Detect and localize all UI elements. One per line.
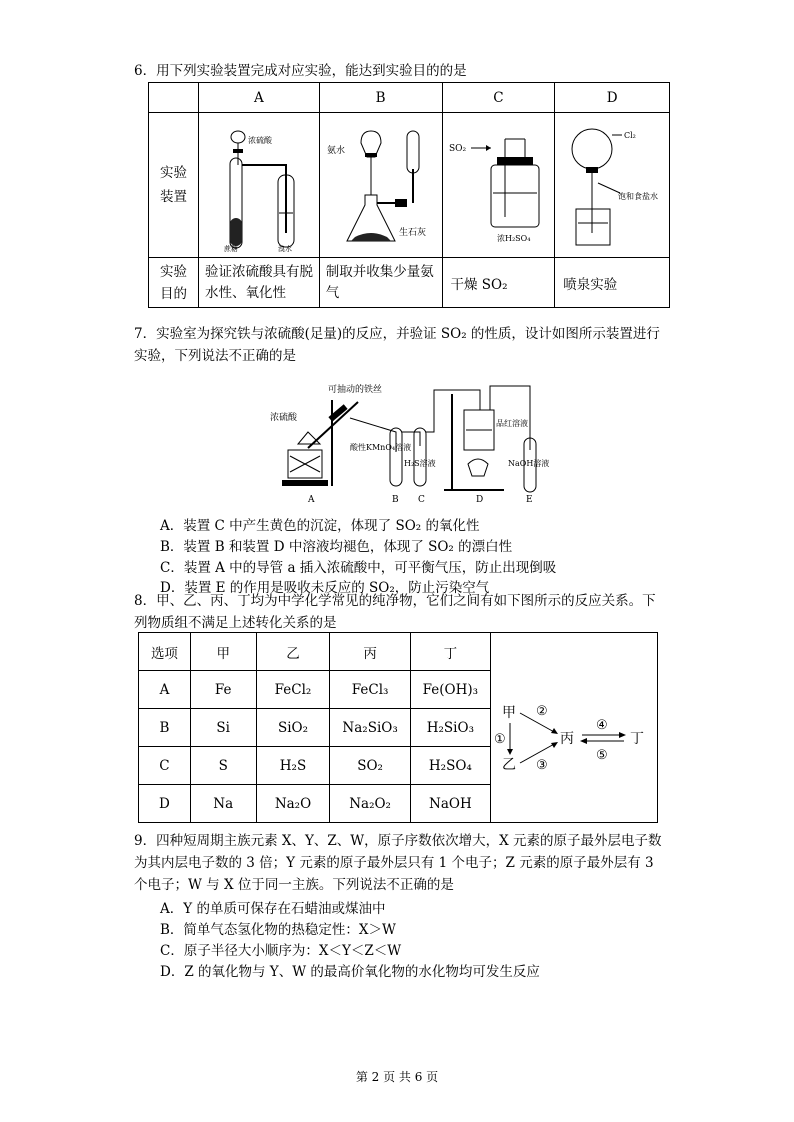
q6-header-d: D <box>555 83 670 113</box>
q8-table <box>138 632 658 823</box>
q7-option-c: C．装置 A 中的导管 a 插入浓硫酸中，可平衡气压，防止出现倒吸 <box>160 560 557 576</box>
fig-a-label-left: 蔗糖 <box>223 245 238 253</box>
q7-label-c: H₂S溶液 <box>404 459 436 468</box>
page-footer: 第 2 页 共 6 页 <box>355 1070 439 1084</box>
q6-fig-b-cell <box>319 113 442 258</box>
fig-a-label-top: 浓硫酸 <box>247 136 272 145</box>
fig-a-label-right: 溴水 <box>277 245 292 253</box>
q7-label-b: 酸性KMnO₄溶液 <box>350 443 412 452</box>
q7-option-a: A．装置 C 中产生黄色的沉淀，体现了 SO₂ 的氧化性 <box>160 518 480 534</box>
q8-row-a-opt: A <box>139 671 191 709</box>
fig-c-apparatus <box>443 113 553 253</box>
q7-letter-d: D <box>476 495 484 505</box>
q6-row1-label: 实验装置 <box>149 113 199 258</box>
q6-purpose-a: 验证浓硫酸具有脱水性、氧化性 <box>199 258 320 308</box>
q7-option-b: B．装置 B 和装置 D 中溶液均褪色，体现了 SO₂ 的漂白性 <box>160 539 513 555</box>
q8-row-a-jia: Fe <box>190 671 256 709</box>
fig-d-apparatus <box>556 113 668 253</box>
q7-label-e: NaOH溶液 <box>508 459 550 468</box>
fig-b-label-bottom: 生石灰 <box>398 228 426 238</box>
fig-d-label-right: 饱和食盐水 <box>618 192 659 201</box>
q8-diagram-n3: ③ <box>536 757 548 773</box>
q7-letter-c: C <box>418 495 425 505</box>
q8-row-b-ding: H₂SiO₃ <box>410 709 490 747</box>
q6-corner <box>149 83 199 113</box>
q8-diagram-n2: ② <box>536 703 548 719</box>
q8-diagram-ding: 丁 <box>630 730 644 747</box>
q8-row-c-yi: H₂S <box>256 747 330 785</box>
q8-row-b-jia: Si <box>190 709 256 747</box>
q6-purpose-c: 干燥 SO₂ <box>442 258 555 308</box>
q7-stem: 7．实验室为探究铁与浓硫酸(足量)的反应，并验证 SO₂ 的性质，设计如图所示装置进行实验，下列说法不正确的是 <box>134 326 660 364</box>
q6-purpose-b: 制取并收集少量氨气 <box>319 258 442 308</box>
q8-header-option: 选项 <box>139 633 191 671</box>
q8-row-b-opt: B <box>139 709 191 747</box>
q8-diagram-jia: 甲 <box>502 704 516 721</box>
q8-row-c-jia: S <box>190 747 256 785</box>
q7-letter-e: E <box>526 495 533 505</box>
q6-header-a: A <box>199 83 320 113</box>
q9-stem: 9．四种短周期主族元素 X、Y、Z、W，原子序数依次增大，X 元素的原子最外层电子数为其内层电子数的 3 倍；Y 元素的原子最外层只有 1 个电子；Z 元素的原子最外层有 3 个电子；W 与 X 位于同一主族。下列说法不正确的是 <box>134 833 662 893</box>
q8-row-b-bing: Na₂SiO₃ <box>330 709 410 747</box>
q8-row-d-jia: Na <box>190 785 256 823</box>
q6-fig-d-cell <box>555 113 670 258</box>
q8-diagram-yi: 乙 <box>502 756 516 773</box>
fig-c-label-left: SO₂ <box>449 144 467 154</box>
q7-letter-b: B <box>392 495 399 505</box>
q8-row-a-yi: FeCl₂ <box>256 671 330 709</box>
q9-option-c: C．原子半径大小顺序为：X＜Y＜Z＜W <box>160 943 402 959</box>
q9-option-a: A．Y 的单质可保存在石蜡油或煤油中 <box>160 901 386 917</box>
fig-b-label-left: 氨水 <box>326 146 345 156</box>
q8-row-d-bing: Na₂O₂ <box>330 785 410 823</box>
q8-reaction-diagram <box>492 641 656 811</box>
q7-apparatus <box>268 380 558 506</box>
q8-header-bing: 丙 <box>330 633 410 671</box>
q7-label-d: 品红溶液 <box>496 419 528 428</box>
q6-fig-c-cell <box>442 113 555 258</box>
q8-header-yi: 乙 <box>256 633 330 671</box>
q9-option-b: B．简单气态氢化物的热稳定性：X＞W <box>160 922 396 938</box>
q8-row-b-yi: SiO₂ <box>256 709 330 747</box>
q6-header-c: C <box>442 83 555 113</box>
q8-diagram-cell <box>491 633 658 823</box>
fig-c-label-bottom: 浓H₂SO₄ <box>497 234 531 243</box>
q8-row-d-ding: NaOH <box>410 785 490 823</box>
q8-diagram-n5: ⑤ <box>596 747 608 763</box>
q8-row-a-bing: FeCl₃ <box>330 671 410 709</box>
q6-fig-a-cell <box>199 113 320 258</box>
q8-header-jia: 甲 <box>190 633 256 671</box>
q6-table <box>148 82 670 308</box>
q6-row2-label: 实验目的 <box>149 258 199 308</box>
q7-label-wire: 可抽动的铁丝 <box>328 385 383 395</box>
fig-d-label-top: Cl₂ <box>624 131 637 140</box>
q7-letter-a: A <box>308 495 315 505</box>
q6-header-b: B <box>319 83 442 113</box>
q8-row-d-opt: D <box>139 785 191 823</box>
q8-row-c-ding: H₂SO₄ <box>410 747 490 785</box>
q8-stem: 8．甲、乙、丙、丁均为中学化学常见的纯净物，它们之间有如下图所示的反应关系。下列物质组不满足上述转化关系的是 <box>134 593 656 631</box>
q8-row-d-yi: Na₂O <box>256 785 330 823</box>
q9-option-d: D．Z 的氧化物与 Y、W 的最高价氧化物的水化物均可发生反应 <box>160 964 540 980</box>
q7-option-d: D．装置 E 的作用是吸收未反应的 SO₂，防止污染空气 <box>160 580 490 596</box>
q8-header-ding: 丁 <box>410 633 490 671</box>
q8-row-c-opt: C <box>139 747 191 785</box>
q8-row-a-ding: Fe(OH)₃ <box>410 671 490 709</box>
q7-label-acid: 浓硫酸 <box>270 413 298 423</box>
q8-diagram-n1: ① <box>494 731 506 747</box>
fig-b-apparatus <box>321 113 441 253</box>
q6-purpose-d: 喷泉实验 <box>555 258 670 308</box>
q8-diagram-bing: 丙 <box>560 730 574 747</box>
fig-a-apparatus <box>200 113 318 253</box>
q6-stem: 6．用下列实验装置完成对应实验，能达到实验目的的是 <box>134 63 467 79</box>
q8-diagram-n4: ④ <box>596 717 608 733</box>
q8-row-c-bing: SO₂ <box>330 747 410 785</box>
